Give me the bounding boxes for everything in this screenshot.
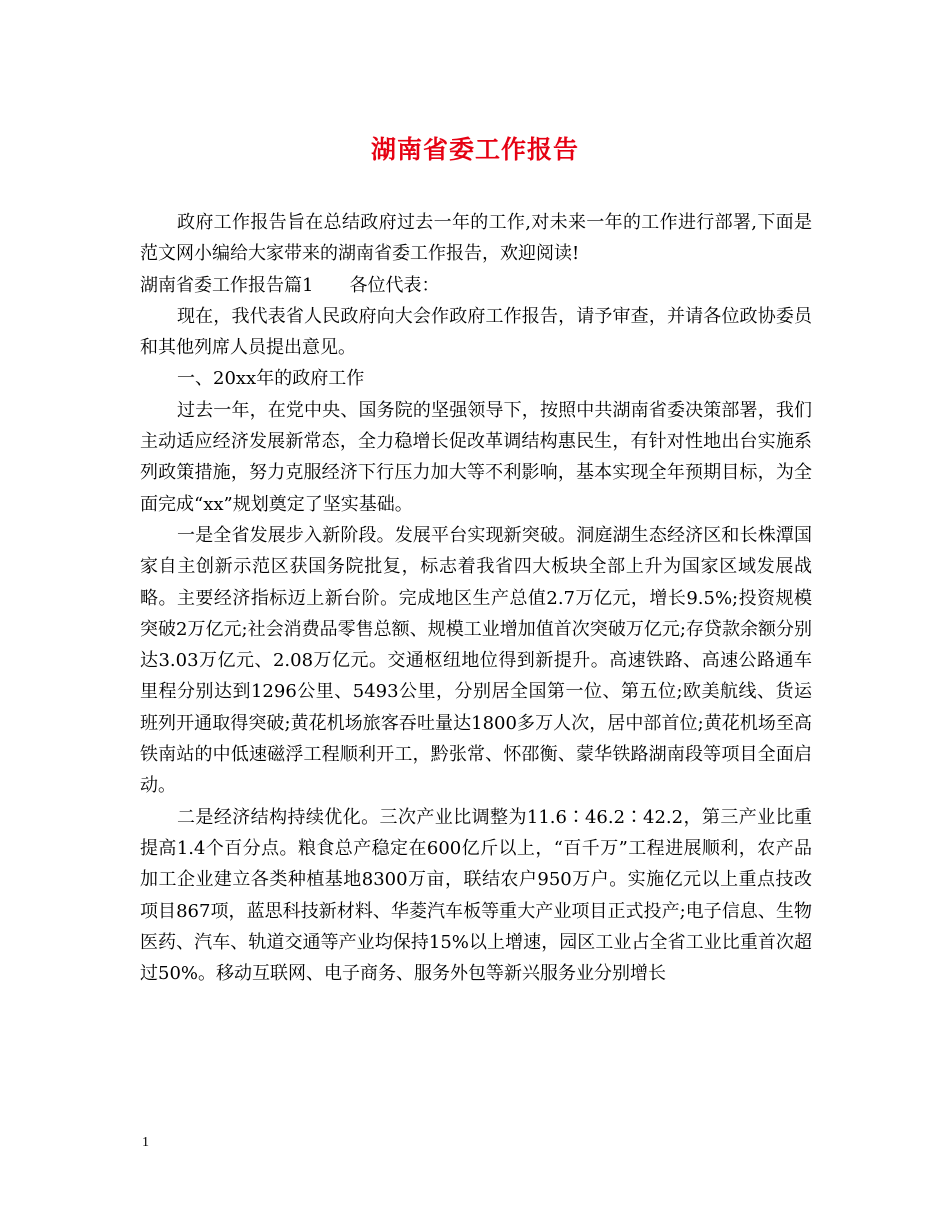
page-number: 1 xyxy=(142,1135,149,1150)
opening-paragraph: 现在，我代表省人民政府向大会作政府工作报告，请予审查，并请各位政协委员和其他列席人员提出意见。 xyxy=(140,305,812,359)
section-heading-paragraph: 湖南省委工作报告篇1 各位代表： xyxy=(140,274,440,296)
document-title: 湖南省委工作报告 xyxy=(370,135,579,164)
intro-paragraph: 政府工作报告旨在总结政府过去一年的工作,对未来一年的工作进行部署,下面是范文网小编给大家带来的湖南省委工作报告，欢迎阅读! xyxy=(140,212,812,265)
summary-paragraph: 过去一年，在党中央、国务院的坚强领导下，按照中共湖南省委决策部署，我们主动适应经济发展新常态，全力稳增长促改革调结构惠民生，有针对性地出台实施系列政策措施，努力克服经济下行压力加大等不利影响，基本实现全年预期目标，为全面完成“xx”规划奠定了坚实基础。 xyxy=(140,399,812,515)
document-body xyxy=(140,207,812,989)
development-paragraph: 一是全省发展步入新阶段。发展平台实现新突破。洞庭湖生态经济区和长株潭国家自主创新示范区获国务院批复，标志着我省四大板块全部上升为国家区域发展战略。主要经济指标迈上新台阶。完成地区生产总值2.7万亿元，增长9.5%;投资规模突破2万亿元;社会消费品零售总额、规模工业增加值首次突破万亿元;存贷款余额分别达3.03万亿元、2.08万亿元。交通枢纽地位得到新提升。高速铁路、高速公路通车里程分别达到1296公里、5493公里，分别居全国第一位、第五位;欧美航线、货运班列开通取得突破;黄花机场旅客吞吐量达1800多万人次，居中部首位;黄花机场至高铁南站的中低速磁浮工程顺利开工，黔张常、怀邵衡、蒙华铁路湖南段等项目全面启动。 xyxy=(140,524,812,797)
subsection-heading: 一、20xx年的政府工作 xyxy=(177,368,365,390)
structure-paragraph: 二是经济结构持续优化。三次产业比调整为11.6∶46.2∶42.2，第三产业比重提高1.4个百分点。粮食总产稳定在600亿斤以上，“百千万”工程进展顺利，农产品加工企业建立各类种植基地8300万亩，联结农户950万户。实施亿元以上重点技改项目867项，蓝思科技新材料、华菱汽车板等重大产业项目正式投产;电子信息、生物医药、汽车、轨道交通等产业均保持15%以上增速，园区工业占全省工业比重首次超过50%。移动互联网、电子商务、服务外包等新兴服务业分别增长 xyxy=(140,806,812,985)
